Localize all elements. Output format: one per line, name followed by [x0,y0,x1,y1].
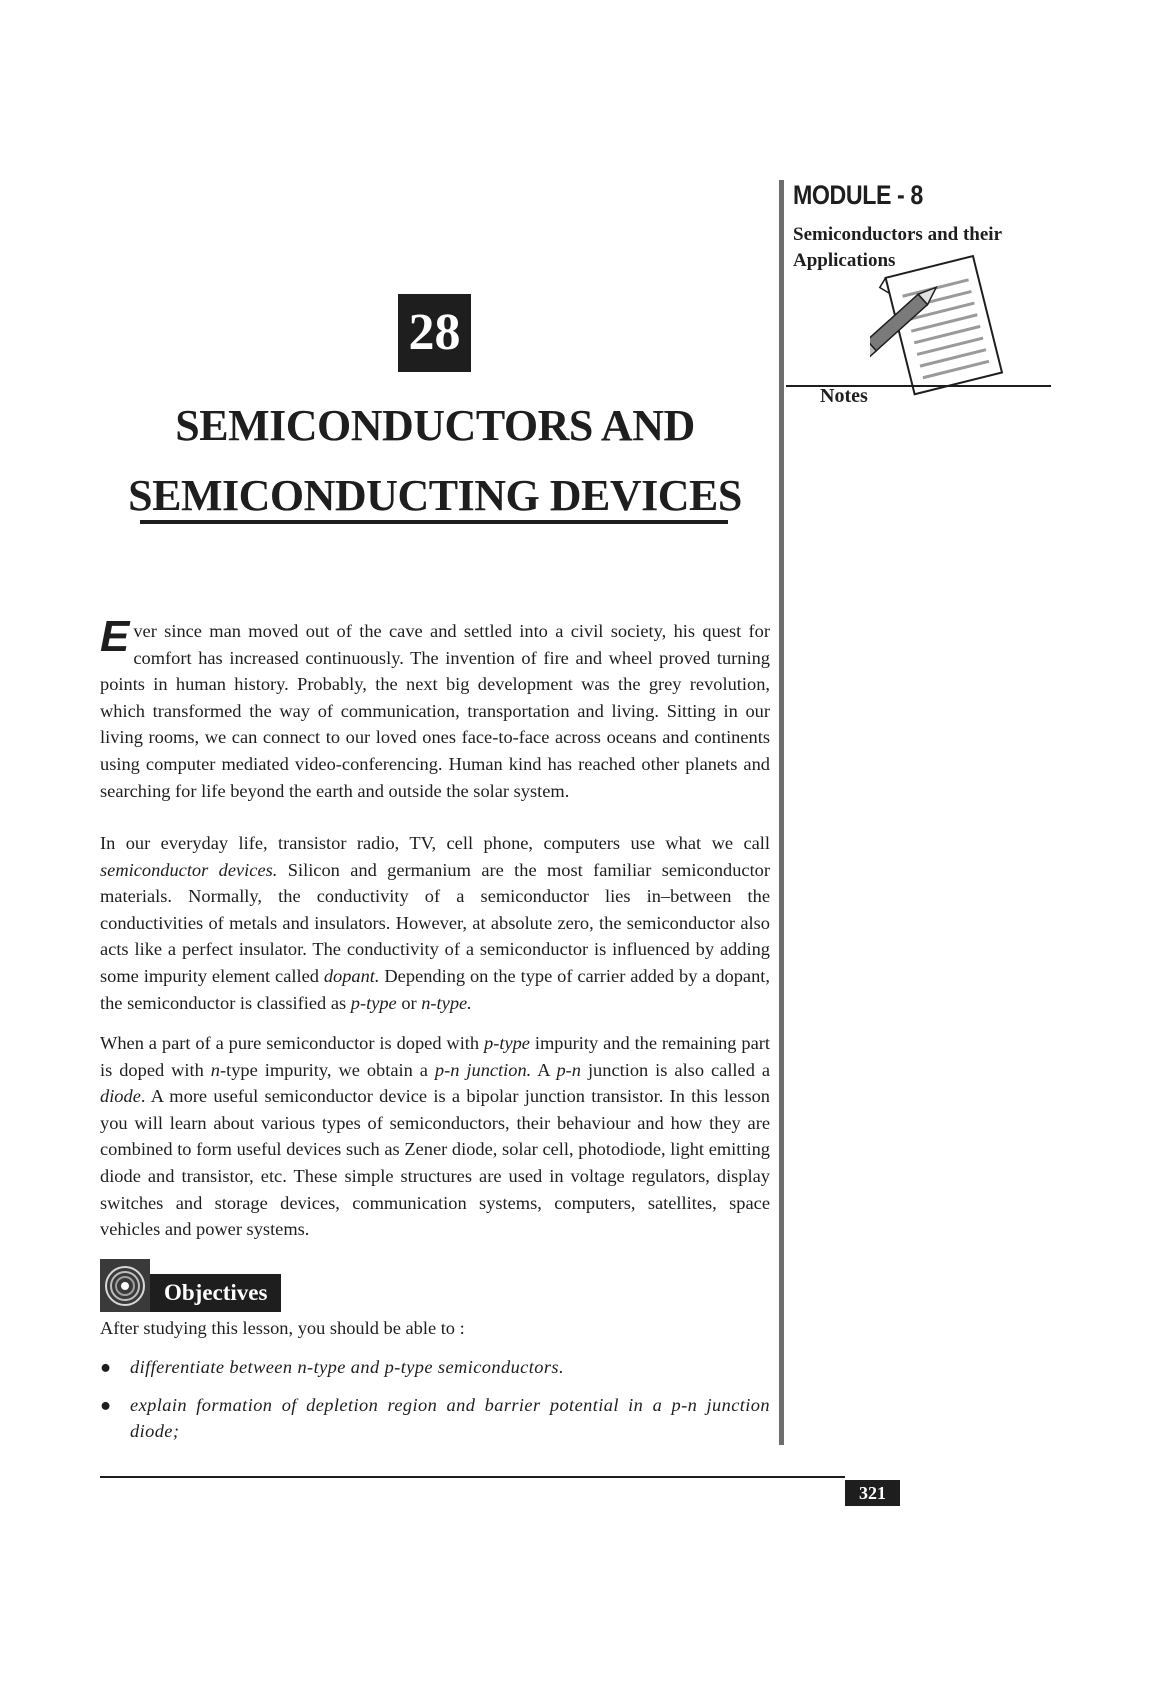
list-item [100,1392,770,1445]
objectives-heading: Objectives [150,1274,281,1312]
text-run: A [531,1059,557,1080]
objectives-spiral-icon [100,1259,150,1312]
text-run: impurity and the remaining part is doped with [100,1033,770,1080]
text-run: In our everyday life, transistor radio, TV, cell phone, computers use what we call [100,833,770,853]
text-run: or [396,992,422,1013]
module-title: MODULE - 8 [793,180,923,210]
chapter-title-line2: SEMICONDUCTING DEVICES [128,471,742,520]
chapter-title-line1: SEMICONDUCTORS AND [175,401,695,450]
text-run: Silicon and germanium are the most familiar semiconductor materials. Normally, the conductivity of a semiconductor lies in–between the conductivities of metals and insulators. However, at absolute zero, the semiconductor also acts like a perfect insulator. The conductivity of a semiconductor is influenced by adding some impurity element called [100,859,770,986]
term-p-n: p-n [556,1059,581,1080]
term-n-type: n-type. [421,992,472,1013]
objective-text: explain formation of depletion region and barrier potential in a p-n junction diode; [130,1394,770,1442]
chapter-number: 28 [398,294,471,372]
term-semiconductor-devices: semiconductor devices. [100,859,278,880]
term-n: n [210,1059,220,1080]
term-pn-junction: p-n junction. [434,1059,532,1080]
paragraph-junction [100,1030,770,1257]
module-subtitle: Semiconductors and their Applications [793,224,1002,271]
bullet-icon: ● [100,1357,112,1377]
term-p-type: p-type [484,1033,530,1053]
page-number: 321 [845,1480,900,1506]
objectives-intro: After studying this lesson, you should be able to : [100,1318,465,1338]
text-run: . A more useful semiconductor device is a bipolar junction transistor. In this lesson you will learn about various types of semiconductors, their behaviour and how they are combined to form useful devices such as Zener diode, solar cell, photodiode, light emitting diode and transistor, etc. These simple structures are used in voltage regulators, display switches and storage devices, communication systems, computers, satellites, space vehicles and power systems. [100,1086,770,1240]
list-item [100,1354,770,1381]
objective-text: differentiate between n-type and p-type semiconductors. [130,1357,564,1377]
paragraph-intro [100,612,770,818]
term-p-type: p-type [350,992,397,1013]
bullet-icon: ● [100,1394,112,1415]
term-dopant: dopant. [323,965,380,986]
objectives-list [100,1354,770,1456]
text-run: When a part of a pure semiconductor is doped with [100,1033,485,1053]
notes-label: Notes [820,385,868,407]
margin-rule [779,180,784,1445]
text-run: junction is also called a [580,1059,771,1080]
text-run: -type impurity, we obtain a [220,1059,435,1080]
footer-rule [100,1476,845,1478]
paragraph-semiconductors [100,830,770,1030]
paragraph-intro-text: ver since man moved out of the cave and settled into a civil society, his quest for comfort has increased continuously. The invention of fire and wheel proved turning points in human history. Probably, the next big development was the grey revolution, which transformed the way of communication, transportation and living. Sitting in our living rooms, we can connect to our loved ones face-to-face across oceans and continents using computer mediated video-conferencing. Human kind has reached other planets and searching for life beyond the earth and outside the solar system. [100,621,770,801]
drop-cap: E [100,612,130,661]
text-run: Depending on the type of carrier added by a dopant, the semiconductor is classified as [100,965,770,1013]
term-diode: diode [100,1086,141,1107]
title-underline [140,520,728,524]
